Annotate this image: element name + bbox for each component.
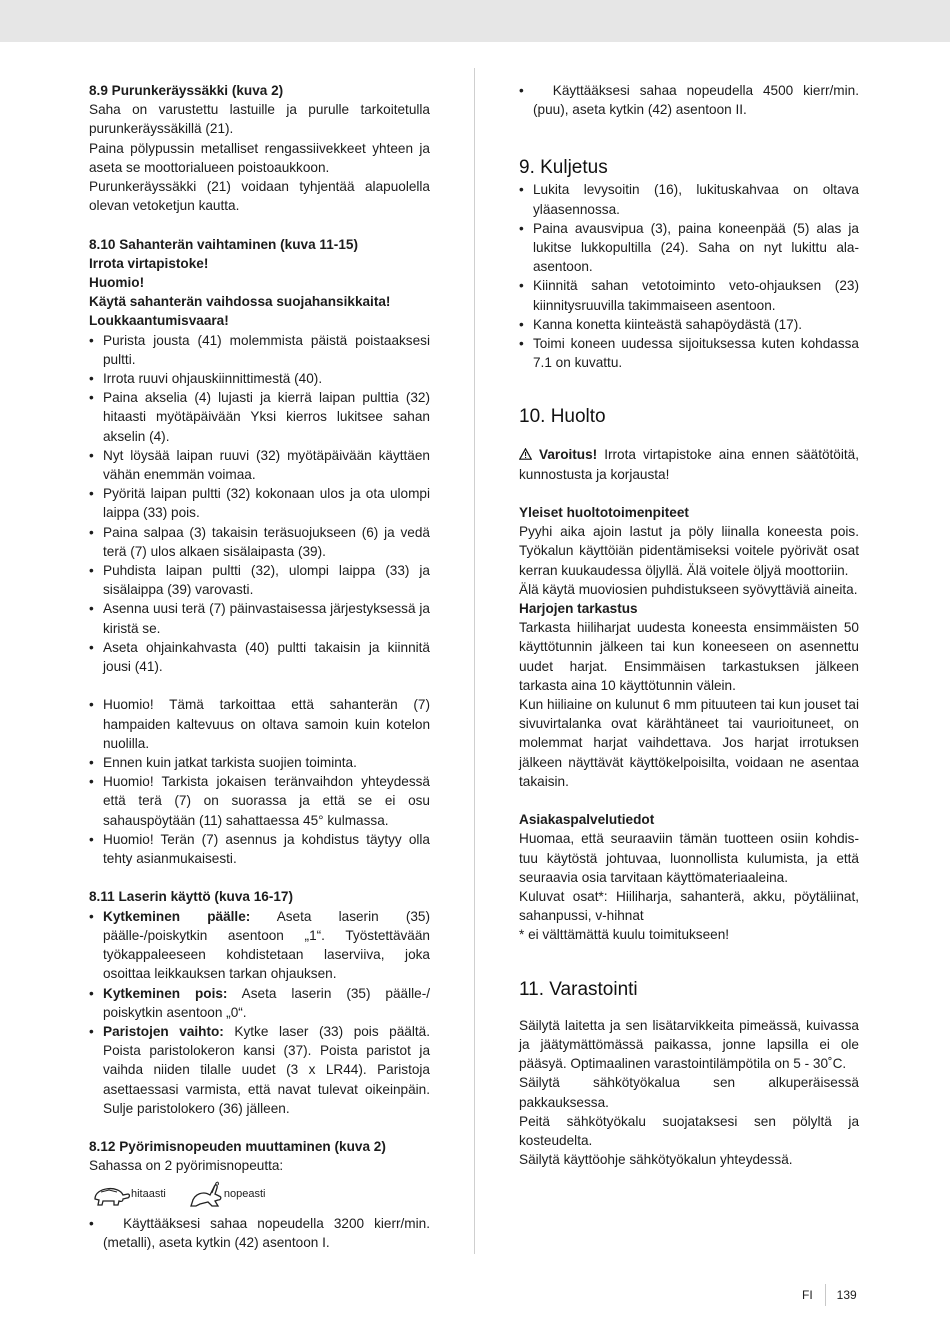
list-item-text: Kytke laser (33) pois päältä. Poista paristolokeron kansi (37). Poista paristot ja vaihda niiden tilalle uudet (3 x LR44). Paristoja asettaessasi varmista, että navat tulevat oikeinpäin. Sulje paristolokero (36) jälleen. bbox=[103, 1023, 430, 1116]
top-banner bbox=[0, 0, 950, 42]
paragraph: Paina pölypussin metalliset rengassiivekkeet yhteen ja aseta se moottorialueen poistoaukkoon. bbox=[89, 140, 430, 175]
paragraph: Kuluvat osat*: Hiiliharja, sahanterä, akku, pöytäliinat, sahanpussi, v-hihnat bbox=[519, 889, 859, 924]
rabbit-icon bbox=[188, 1179, 224, 1209]
paragraph: Sahassa on 2 pyörimisnopeutta: bbox=[89, 1158, 284, 1174]
list-item: • Kanna konetta kiinteästä sahapöydästä (17). bbox=[519, 315, 859, 334]
warning-line: Käytä sahanterän vaihdossa suojahansikkaita! bbox=[89, 294, 391, 310]
list-item-label: Kytkeminen päälle: bbox=[103, 908, 251, 924]
paragraph: Saha on varustettu lastuille ja purulle tarkoitetulla purunkeräyssäkillä (21). bbox=[89, 102, 430, 137]
warning-paragraph bbox=[519, 445, 859, 483]
list-item: • Huomio! Tämä tarkoittaa että sahanterän (7) hampaiden kaltevuus on oltava samoin kuin kotelon nuolilla. bbox=[89, 695, 430, 753]
column-divider bbox=[474, 68, 475, 1254]
section-10-title: 10. Huolto bbox=[519, 406, 606, 428]
paragraph: * ei välttämättä kuulu toimitukseen! bbox=[519, 927, 730, 943]
warning-line: Huomio! bbox=[89, 275, 145, 291]
section-11-title: 11. Varastointi bbox=[519, 978, 638, 1000]
laser-steps bbox=[89, 907, 430, 1118]
list-item: • Kiinnitä sahan vetotoiminto veto-ohjauksen (23) kiinnitysruuvilla takimmaiseen asentoon. bbox=[519, 276, 859, 314]
speed-steps bbox=[89, 1214, 434, 1252]
list-item: • Puhdista laipan pultti (32), ulompi laippa (33) ja sisälaippa (39) varovasti. bbox=[89, 561, 430, 599]
list-item-text: Aseta laserin (35) päälle-/ poiskytkin asentoon „0“. bbox=[103, 985, 431, 1020]
list-item: • Nyt löysää laipan ruuvi (32) myötäpäivään käyttäen vähän enemmän voimaa. bbox=[89, 446, 430, 484]
paragraph: Säilytä käyttöohje sähkötyökalun yhteydessä. bbox=[519, 1152, 793, 1168]
list-item: • Käyttääksesi sahaa nopeudella 4500 kierr/min. (puu), aseta kytkin (42) asentoon II. bbox=[519, 81, 859, 119]
speed-slow-label: hitaasti bbox=[131, 1187, 166, 1200]
paragraph: Säilytä sähkötyökalua sen alkuperäisessä pakkauksessa. bbox=[519, 1075, 859, 1110]
speed-fast-label: nopeasti bbox=[223, 1187, 266, 1200]
list-item: • Paina avausvipua (3), paina koneenpää (5) alas ja lukitse lukkopultilla (24). Saha on nyt lukittu ala-asentoon. bbox=[519, 219, 859, 277]
warning-label: Varoitus! bbox=[539, 447, 598, 463]
warning-line: Irrota virtapistoke! bbox=[89, 255, 209, 271]
speed-symbols bbox=[89, 1177, 430, 1211]
list-item: • Lukita levysoitin (16), lukituskahvaa on oltava yläasennossa. bbox=[519, 180, 859, 218]
list-item: • Paina salpaa (3) takaisin teräsuojukseen (6) ja vedä terä (7) ulos alkaen sisälaipasta (39). bbox=[89, 523, 430, 561]
list-item: • Huomio! Tarkista jokaisen teränvaihdon yhteydessä että terä (7) on suorassa ja että se ei osu sahauspöytään (11) sahattaessa 45° kulmassa. bbox=[89, 772, 430, 830]
list-item: • Käyttääksesi sahaa nopeudella 3200 kierr/min. (metalli), aseta kytkin (42) asentoon I. bbox=[89, 1214, 430, 1252]
blade-change-steps bbox=[89, 331, 430, 677]
warning-text: Irrota virtapistoke aina ennen säätötöitä, kunnostusta ja korjausta! bbox=[519, 447, 860, 482]
list-item-label: Paristojen vaihto: bbox=[103, 1023, 224, 1039]
left-column bbox=[89, 81, 434, 1252]
paragraph: Purunkeräyssäkki (21) voidaan tyhjentää alapuolella olevan vetoketjun kautta. bbox=[89, 179, 430, 214]
paragraph: Kun hiiliaine on kulunut 6 mm pituuteen tai kun jouset tai sivuvirtalanka ovat kärähtäneet tai vaurioituneet, on molemmat harjat vaihdettava. Jos harjat irrotuksen jälkeen näyttävät käyttökelpoisilta, voidaan ne asentaa takaisin. bbox=[519, 697, 859, 789]
list-item bbox=[89, 1022, 430, 1118]
footer-divider bbox=[825, 1284, 826, 1306]
list-item: • Pyöritä laipan pultti (32) kokonaan ulos ja ota ulompi laippa (33) pois. bbox=[89, 484, 430, 522]
blade-change-notes bbox=[89, 695, 430, 868]
list-item bbox=[89, 907, 430, 984]
paragraph: Älä käytä muoviosien puhdistukseen syövyttäviä aineita. bbox=[519, 581, 858, 597]
list-item bbox=[89, 984, 430, 1022]
right-column bbox=[519, 81, 863, 1169]
customer-service-title: Asiakaspalvelutiedot bbox=[519, 812, 655, 828]
list-item: • Asenna uusi terä (7) päinvastaisessa järjestyksessä ja kiristä se. bbox=[89, 599, 430, 637]
transport-steps bbox=[519, 180, 859, 372]
brush-check-title: Harjojen tarkastus bbox=[519, 601, 638, 617]
list-item: • Irrota ruuvi ohjauskiinnittimestä (40). bbox=[89, 369, 430, 388]
turtle-icon bbox=[89, 1179, 131, 1209]
list-item: • Purista jousta (41) molemmista päistä poistaaksesi pultti. bbox=[89, 331, 430, 369]
language-code: FI bbox=[802, 1288, 813, 1302]
list-item: • Toimi koneen uudessa sijoituksessa kuten kohdassa 7.1 on kuvattu. bbox=[519, 334, 859, 372]
section-8-11-title: 8.11 Laserin käyttö (kuva 16-17) bbox=[89, 889, 294, 905]
paragraph: Pyyhi aika ajoin lastut ja pöly liinalla koneesta pois. Työkalun käyttöiän pidentämiseksi voitele pyörivät osat kerran kuukaudessa öljyllä. Älä voitele öljyä moottoriin. bbox=[519, 524, 859, 578]
section-8-9-title: 8.9 Purunkeräyssäkki (kuva 2) bbox=[89, 83, 284, 98]
list-item: • Aseta ohjainkahvasta (40) pultti takaisin ja kiinnitä jousi (41). bbox=[89, 638, 430, 676]
list-item-text: Aseta laserin (35) päälle-/poiskytkin asentoon „1“. Työstettävään työkappaleeseen kohdistetaan laserviiva, joka osoittaa leikkauksen tarkan ohjauksen. bbox=[103, 908, 430, 982]
paragraph: Tarkasta hiiliharjat uudesta koneesta ensimmäisten 50 käyttötunnin jälkeen tai kun koneeseen on asennettu uudet harjat. Ensimmäisen tarkastuksen jälkeen tarkasta aina 10 käyttötunnin välein. bbox=[519, 620, 859, 693]
paragraph: Peitä sähkötyökalu suojataksesi sen pölyltä ja kosteudelta. bbox=[519, 1113, 859, 1148]
general-maintenance-title: Yleiset huoltotoimenpiteet bbox=[519, 505, 689, 521]
section-8-10-title: 8.10 Sahanterän vaihtaminen (kuva 11-15) bbox=[89, 236, 358, 252]
list-item-label: Kytkeminen pois: bbox=[103, 985, 228, 1001]
warning-line: Loukkaantumisvaara! bbox=[89, 313, 229, 329]
list-item: • Ennen kuin jatkat tarkista suojien toiminta. bbox=[89, 753, 430, 772]
section-8-12-title: 8.12 Pyörimisnopeuden muuttaminen (kuva 2) bbox=[89, 1139, 386, 1155]
speed-steps-continued bbox=[519, 81, 863, 119]
page-number: 139 bbox=[836, 1288, 857, 1302]
paragraph: Huomaa, että seuraaviin tämän tuotteen osiin kohdis-tuu käytöstä johtuvaa, luonnollista kulumista, ja että seuraavia osia tarvitaan käyttömateriaaleina. bbox=[519, 831, 859, 885]
page-footer bbox=[802, 1284, 857, 1306]
warning-triangle-icon bbox=[519, 448, 532, 460]
section-9-title: 9. Kuljetus bbox=[519, 157, 608, 179]
paragraph: Säilytä laitetta ja sen lisätarvikkeita pimeässä, kuivassa ja jäätymättömässä paikassa, jonne lapsilla ei ole pääsyä. Optimaalinen varastointilämpötila on 5 - 30˚C. bbox=[519, 1017, 859, 1072]
list-item: • Huomio! Terän (7) asennus ja kohdistus täytyy olla tehty asianmukaisesti. bbox=[89, 830, 430, 868]
list-item: • Paina akselia (4) lujasti ja kierrä laipan pulttia (32) hitaasti myötäpäivään Yksi kierros lukitsee sahan akselin (4). bbox=[89, 388, 430, 446]
